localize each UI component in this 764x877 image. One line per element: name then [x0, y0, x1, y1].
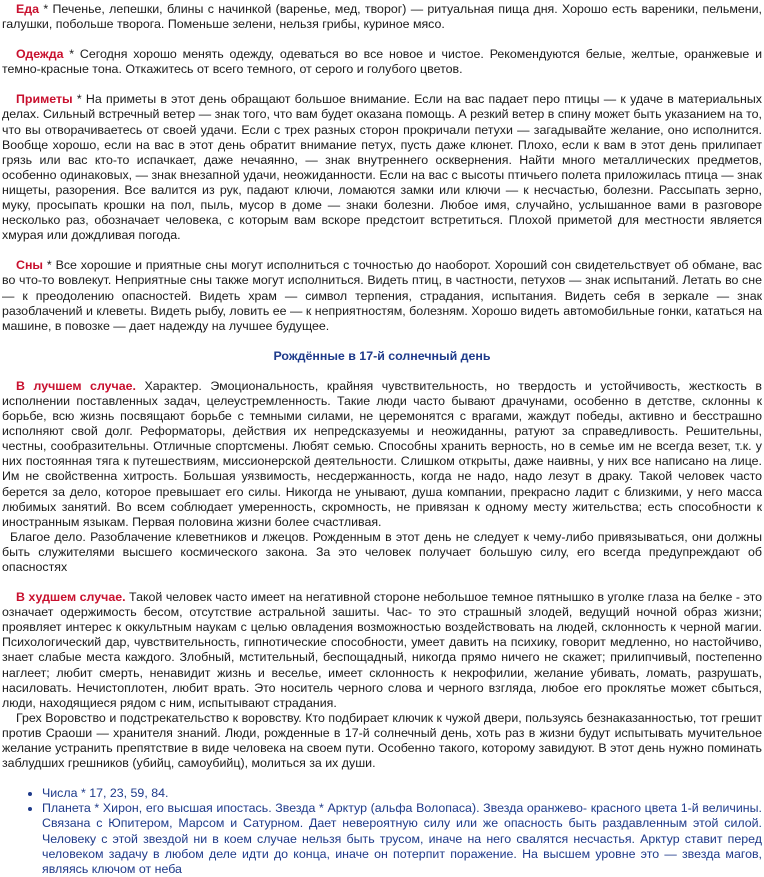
food-label: Еда	[16, 2, 40, 16]
omens-paragraph	[2, 92, 762, 243]
omens-label: Приметы	[16, 92, 73, 107]
dreams-label: Сны	[16, 258, 44, 273]
dreams-text: * Все хорошие и приятные сны могут исполниться с точностью до наоборот. Хороший сон свидетельствует об обмане, вас во что-то вовлекут. Неприятные сны также могут исполниться. Видеть птиц, в частности, петухов — знак испытаний. Летать во сне — к преодолению опасностей. Видеть храм — символ терпения, страдания, испытания. Видеть себя в зеркале — знак разоблачений и клеветы. Видеть рыбу, ловить ее — к неприятностям, болезням. Хорошо видеть автомобильные гонки, кататься на машине, в повозке — дает надежду на лучшее будущее.	[2, 258, 762, 333]
omens-text: * На приметы в этот день обращают большое внимание. Если на вас падает перо птицы — к удаче в материальных делах. Сильный встречный ветер — знак того, что вам будет оказана помощь. А резкий ветер в спину может быть указанием на то, что вы отворачиваетесь от своей удачи. Если с трех разных сторон прокричали петухи — загадывайте желание, оно исполнится. Вообще хорошо, если на вас в этот день обратит внимание петух, пусть даже клюнет. Плохо, если к вам в этот день прилипает грязь или вас кто-то испачкает, даже нечаянно, — знак внутреннего осквернения. Найти много металлических предметов, особенно одинаковых, — знак внезапной удачи, неожиданности. Если на вас с высоты птичьего полета приложилась птица — знак нищеты, разорения. Все валится из рук, падают ключи, ломаются замки или ключи — к несчастью, болезни. Рассыпать зерно, муку, просыпать крошки на пол, пыль, мусор в доме — знаки болезни. Любое имя, случайно, услышанное вами в разговоре несколько раз, обозначает человека, с которым вам вскоре предстоит встретиться. Плохой приметой для местности является хмурая или дождливая погода.	[2, 92, 762, 243]
food-paragraph	[2, 2, 762, 32]
clothing-text: * Сегодня хорошо менять одежду, одеваться во все новое и чистое. Рекомендуются белые, желтые, оранжевые и темно-красные тона. Откажитесь от всего темного, от серого и голубого цветов.	[2, 47, 762, 77]
facts-list	[2, 786, 762, 877]
best-case-label: В лучшем случае.	[16, 378, 136, 393]
food-text: * Печенье, лепешки, блины с начинкой (варенье, мед, творог) — ритуальная пища дня. Хорошо есть вареники, пельмени, галушки, побольше творога. Поменьше зелени, нельзя грибы, куриное мясо.	[2, 2, 762, 32]
facts-planet: Планета * Хирон, его высшая ипостась. Звезда * Арктур (альфа Волопаса). Звезда оранжево- красного цвета 1-й величины. Связана с Юпитером, Марсом и Сатурном. Дает невероятную силу или же опасность быть раздавленным этой силой. Человеку с этой звездой ни в коем случае нельзя быть трусом, иначе на него свалятся несчастья. Арктур ставит перед человеком задачу в любом деле идти до конца, иначе он потерпит поражение. На высшем уровне это — звезда магов, являясь ключом от неба	[42, 801, 762, 876]
clothing-paragraph	[2, 47, 762, 77]
worst-case-paragraph	[2, 590, 762, 711]
dreams-paragraph	[2, 258, 762, 333]
facts-numbers: Числа * 17, 23, 59, 84.	[42, 786, 169, 801]
section-title: Рождённые в 17-й солнечный день	[273, 348, 491, 363]
list-item	[42, 801, 762, 876]
list-item	[42, 786, 762, 801]
worst-case-label: В худшем случае.	[16, 590, 126, 605]
worst-case-sin: Грех Воровство и подстрекательство к воровству. Кто подбирает ключик к чужой двери, пользуясь безнаказанностью, тот грешит против Сраоши — хранителя знаний. Люди, рожденные в 17-й солнечный день, хоть раз в жизни будут испытывать мучительное желание устранить препятствие в виде человека на своем пути. Особенно такого, которому завидуют. В этот день нужно поминать заблудших грешников (убийц, самоубийц), молиться за их души.	[2, 710, 762, 771]
best-case-text: Характер. Эмоциональность, крайняя чувствительность, но твердость и устойчивость, жесткость в исполнении поставленных задач, целеустремленность. Такие люди часто бывают драчунами, особенно в детстве, склонны к борьбе, всю жизнь посвящают борьбе с темными силами, не церемонятся с врагами, жаждут победы, активно и бесстрашно исполняют свой долг. Реформаторы, действия их непредсказуемы и неожиданны, ратуют за справедливость. Решительны, честны, сообразительны. Отличные спортсмены. Любят семью. Способны хранить верность, но в семье им не всегда везет, т.к. у них постоянная тяга к путешествиям, миссионерской деятельности. Слишком открыты, даже наивны, у них все написано на лице. Им не свойственна хитрость. Большая уязвимость, несдержанность, когда не надо, надо лезут в драку. Такой человек часто берется за дело, которое превышает его силы. Никогда не унывают, душа компании, прекрасно ладит с близкими, у него масса любимых занятий. Во всем соблюдает умеренность, скромность, не привязан к одному месту жительства; есть способности к иностранным языкам. Первая половина жизни более счастливая.	[2, 378, 762, 529]
clothing-label: Одежда	[16, 47, 64, 62]
worst-case-text: Такой человек часто имеет на негативной стороне небольшое темное пятнышко в уголке глаза на белке - это означает одержимость бесом, отсутствие астральной зашиты. Час- то это страшный злодей, ведущий ночной образ жизни; проявляет интерес к оккультным наукам с целью овладения возможностью воздействовать на людей, склонность к черной магии. Психологический дар, чувствительность, гипнотические способности, умеет давить на психику, говорит медленно, но настойчиво, знает слабые места каждого. Злобный, мстительный, беспощадный, никогда прямо ничего не скажет; прилипчивый, постепенно наглеет; любит смерть, ненавидит жизнь и веселье, имеет склонность к некрофилии, желание убивать, ломать, разрушать, насиловать. Нечистоплотен, любит врать. Это носитель черного слова и черного взгляда, любое его проклятье может сбыться, люди, находящиеся рядом с ним, испытывают страдания.	[2, 590, 762, 710]
best-case-paragraph	[2, 379, 762, 530]
best-case-good-deed: Благое дело. Разоблачение клеветников и лжецов. Рожденным в этот день не следует к чему-либо привязываться, они должны быть служителями высшего космического закона. За это человек получает большую силу, его всегда предупреждают об опасностях	[2, 529, 762, 574]
